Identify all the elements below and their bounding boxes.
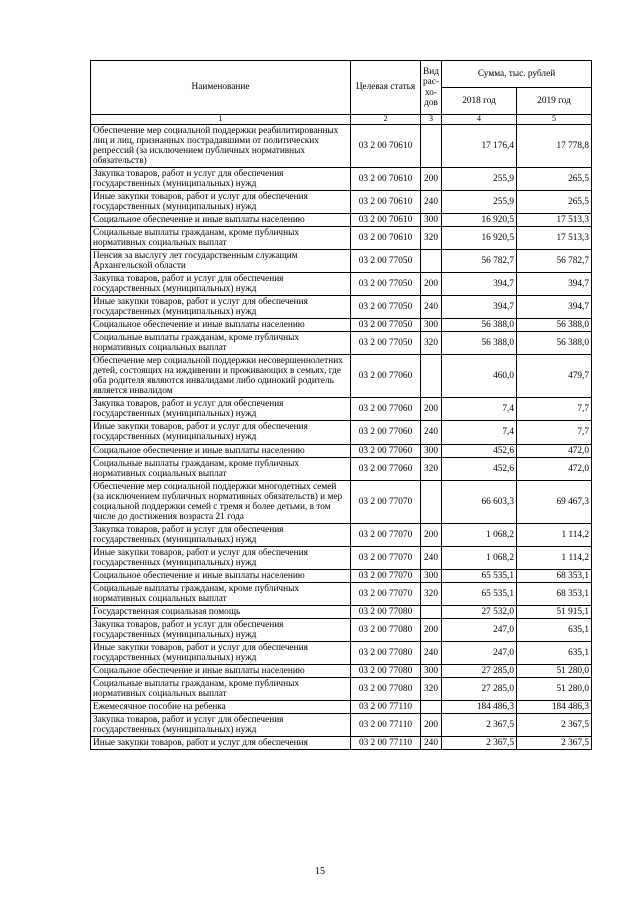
- column-index-row: [91, 115, 592, 125]
- column-index: 2: [351, 115, 421, 125]
- row-code-cell: 03 2 00 77110: [351, 737, 421, 750]
- row-kind-cell: [421, 249, 442, 272]
- budget-table-body: [91, 124, 592, 750]
- table-row: [91, 523, 592, 546]
- table-row: [91, 701, 592, 714]
- row-name-cell: Иные закупки товаров, работ и услуг для обеспечения государственных (муниципальных) нужд: [91, 421, 351, 444]
- row-2018-cell: 394,7: [442, 273, 517, 296]
- row-code-cell: 03 2 00 77050: [351, 332, 421, 355]
- row-name-cell: Закупка товаров, работ и услуг для обеспечения государственных (муниципальных) нужд: [91, 167, 351, 190]
- row-2019-cell: 56 388,0: [517, 319, 592, 332]
- table-row: [91, 273, 592, 296]
- row-2019-cell: 265,5: [517, 190, 592, 213]
- row-name-cell: Иные закупки товаров, работ и услуг для обеспечения государственных (муниципальных) нужд: [91, 546, 351, 569]
- row-2018-cell: 247,0: [442, 642, 517, 665]
- row-2019-cell: 51 915,1: [517, 605, 592, 618]
- row-code-cell: 03 2 00 70610: [351, 226, 421, 249]
- row-code-cell: 03 2 00 77080: [351, 678, 421, 701]
- header-kind: [421, 61, 442, 115]
- row-kind-cell: 200: [421, 398, 442, 421]
- table-row: [91, 190, 592, 213]
- row-2018-cell: 16 920,5: [442, 226, 517, 249]
- header-row-top: [91, 61, 592, 88]
- row-kind-cell: 200: [421, 273, 442, 296]
- row-2019-cell: 1 114,2: [517, 546, 592, 569]
- row-name-cell: Иные закупки товаров, работ и услуг для обеспечения государственных (муниципальных) нужд: [91, 296, 351, 319]
- row-2018-cell: 56 782,7: [442, 249, 517, 272]
- row-2019-cell: 265,5: [517, 167, 592, 190]
- row-2018-cell: 460,0: [442, 355, 517, 398]
- column-index: 4: [442, 115, 517, 125]
- row-2019-cell: 2 367,5: [517, 737, 592, 750]
- row-2018-cell: 255,9: [442, 190, 517, 213]
- header-year-2018: 2018 год: [442, 88, 517, 115]
- row-kind-cell: 240: [421, 642, 442, 665]
- table-row: [91, 569, 592, 582]
- row-2018-cell: 452,6: [442, 457, 517, 480]
- row-code-cell: 03 2 00 77060: [351, 355, 421, 398]
- table-row: [91, 421, 592, 444]
- row-kind-cell: 320: [421, 457, 442, 480]
- row-code-cell: 03 2 00 77050: [351, 319, 421, 332]
- table-row: [91, 444, 592, 457]
- row-kind-cell: 200: [421, 618, 442, 641]
- budget-table: [90, 60, 592, 750]
- row-code-cell: 03 2 00 77060: [351, 421, 421, 444]
- row-code-cell: 03 2 00 77110: [351, 714, 421, 737]
- row-2019-cell: 479,7: [517, 355, 592, 398]
- row-kind-cell: 200: [421, 714, 442, 737]
- row-kind-cell: 300: [421, 665, 442, 678]
- table-row: [91, 355, 592, 398]
- table-row: [91, 642, 592, 665]
- row-kind-cell: 300: [421, 213, 442, 226]
- row-name-cell: Социальное обеспечение и иные выплаты населению: [91, 319, 351, 332]
- row-name-cell: Иные закупки товаров, работ и услуг для обеспечения: [91, 737, 351, 750]
- table-row: [91, 332, 592, 355]
- row-2018-cell: 65 535,1: [442, 569, 517, 582]
- header-year-2019: 2019 год: [517, 88, 592, 115]
- row-2019-cell: 1 114,2: [517, 523, 592, 546]
- row-name-cell: Закупка товаров, работ и услуг для обеспечения государственных (муниципальных) нужд: [91, 714, 351, 737]
- row-2019-cell: 184 486,3: [517, 701, 592, 714]
- row-name-cell: Ежемесячное пособие на ребенка: [91, 701, 351, 714]
- row-code-cell: 03 2 00 77060: [351, 444, 421, 457]
- table-row: [91, 546, 592, 569]
- row-2019-cell: 51 280,0: [517, 678, 592, 701]
- row-2019-cell: 17 513,3: [517, 226, 592, 249]
- row-name-cell: Закупка товаров, работ и услуг для обеспечения государственных (муниципальных) нужд: [91, 273, 351, 296]
- header-target: Целевая статья: [351, 61, 421, 115]
- header-kind-line: дов: [424, 97, 438, 108]
- row-2019-cell: 2 367,5: [517, 714, 592, 737]
- row-name-cell: Обеспечение мер социальной поддержки многодетных семей (за исключением публичных нормативных обязательств) и мер социальной поддержки семей с тремя и более детьми, в том числе до достижения возраста 21 года: [91, 480, 351, 523]
- row-2018-cell: 2 367,5: [442, 714, 517, 737]
- header-name: Наименование: [91, 61, 351, 115]
- row-name-cell: Социальное обеспечение и иные выплаты населению: [91, 213, 351, 226]
- row-2018-cell: 452,6: [442, 444, 517, 457]
- row-code-cell: 03 2 00 77070: [351, 582, 421, 605]
- row-name-cell: Закупка товаров, работ и услуг для обеспечения государственных (муниципальных) нужд: [91, 523, 351, 546]
- header-kind-line: рас-: [423, 77, 439, 88]
- row-2018-cell: 56 388,0: [442, 332, 517, 355]
- row-kind-cell: 240: [421, 737, 442, 750]
- row-kind-cell: [421, 355, 442, 398]
- row-name-cell: Обеспечение мер социальной поддержки реабилитированных лиц и лиц, признанных пострадавшими от политических репрессий (за исключением публичных нормативных обязательств): [91, 124, 351, 167]
- table-row: [91, 457, 592, 480]
- row-2019-cell: 394,7: [517, 296, 592, 319]
- row-2018-cell: 7,4: [442, 421, 517, 444]
- row-2018-cell: 56 388,0: [442, 319, 517, 332]
- table-row: [91, 319, 592, 332]
- row-2019-cell: 68 353,1: [517, 569, 592, 582]
- row-name-cell: Закупка товаров, работ и услуг для обеспечения государственных (муниципальных) нужд: [91, 618, 351, 641]
- row-kind-cell: 240: [421, 190, 442, 213]
- row-2018-cell: 65 535,1: [442, 582, 517, 605]
- row-kind-cell: [421, 701, 442, 714]
- row-code-cell: 03 2 00 77080: [351, 665, 421, 678]
- row-name-cell: Социальные выплаты гражданам, кроме публичных нормативных социальных выплат: [91, 582, 351, 605]
- row-code-cell: 03 2 00 70610: [351, 190, 421, 213]
- row-name-cell: Пенсия за выслугу лет государственным служащим Архангельской области: [91, 249, 351, 272]
- row-code-cell: 03 2 00 77080: [351, 605, 421, 618]
- row-kind-cell: 320: [421, 332, 442, 355]
- row-name-cell: Социальные выплаты гражданам, кроме публичных нормативных социальных выплат: [91, 332, 351, 355]
- row-code-cell: 03 2 00 70610: [351, 213, 421, 226]
- row-kind-cell: 300: [421, 569, 442, 582]
- row-2019-cell: 56 782,7: [517, 249, 592, 272]
- row-kind-cell: 320: [421, 678, 442, 701]
- row-2019-cell: 17 513,3: [517, 213, 592, 226]
- row-2019-cell: 7,7: [517, 421, 592, 444]
- row-2019-cell: 56 388,0: [517, 332, 592, 355]
- row-kind-cell: 240: [421, 296, 442, 319]
- table-row: [91, 678, 592, 701]
- row-name-cell: Иные закупки товаров, работ и услуг для обеспечения государственных (муниципальных) нужд: [91, 190, 351, 213]
- row-2019-cell: 68 353,1: [517, 582, 592, 605]
- row-name-cell: Социальные выплаты гражданам, кроме публичных нормативных социальных выплат: [91, 457, 351, 480]
- row-name-cell: Социальные выплаты гражданам, кроме публичных нормативных социальных выплат: [91, 678, 351, 701]
- table-row: [91, 737, 592, 750]
- row-2018-cell: 17 176,4: [442, 124, 517, 167]
- row-2019-cell: 472,0: [517, 444, 592, 457]
- row-code-cell: 03 2 00 77050: [351, 249, 421, 272]
- row-name-cell: Государственная социальная помощь: [91, 605, 351, 618]
- row-2018-cell: 184 486,3: [442, 701, 517, 714]
- row-kind-cell: 300: [421, 444, 442, 457]
- row-2018-cell: 27 532,0: [442, 605, 517, 618]
- row-kind-cell: [421, 124, 442, 167]
- row-name-cell: Социальное обеспечение и иные выплаты населению: [91, 444, 351, 457]
- table-row: [91, 167, 592, 190]
- row-code-cell: 03 2 00 77050: [351, 296, 421, 319]
- table-row: [91, 226, 592, 249]
- row-2018-cell: 7,4: [442, 398, 517, 421]
- table-row: [91, 480, 592, 523]
- row-2018-cell: 27 285,0: [442, 678, 517, 701]
- row-kind-cell: 320: [421, 226, 442, 249]
- header-sum: Сумма, тыс. рублей: [442, 61, 592, 88]
- table-row: [91, 618, 592, 641]
- row-2019-cell: 472,0: [517, 457, 592, 480]
- row-kind-cell: 240: [421, 546, 442, 569]
- row-code-cell: 03 2 00 77060: [351, 457, 421, 480]
- row-2019-cell: 17 778,8: [517, 124, 592, 167]
- page-number: 15: [315, 866, 325, 877]
- row-kind-cell: 200: [421, 167, 442, 190]
- row-2018-cell: 27 285,0: [442, 665, 517, 678]
- row-name-cell: Закупка товаров, работ и услуг для обеспечения государственных (муниципальных) нужд: [91, 398, 351, 421]
- table-row: [91, 582, 592, 605]
- row-code-cell: 03 2 00 77110: [351, 701, 421, 714]
- row-code-cell: 03 2 00 70610: [351, 124, 421, 167]
- column-index: 3: [421, 115, 442, 125]
- table-row: [91, 296, 592, 319]
- row-code-cell: 03 2 00 70610: [351, 167, 421, 190]
- row-2019-cell: 7,7: [517, 398, 592, 421]
- row-code-cell: 03 2 00 77080: [351, 618, 421, 641]
- row-code-cell: 03 2 00 77070: [351, 569, 421, 582]
- row-kind-cell: 320: [421, 582, 442, 605]
- row-code-cell: 03 2 00 77060: [351, 398, 421, 421]
- row-2019-cell: 51 280,0: [517, 665, 592, 678]
- column-index: 5: [517, 115, 592, 125]
- table-row: [91, 714, 592, 737]
- row-2018-cell: 1 068,2: [442, 546, 517, 569]
- row-code-cell: 03 2 00 77080: [351, 642, 421, 665]
- row-2019-cell: 69 467,3: [517, 480, 592, 523]
- row-code-cell: 03 2 00 77070: [351, 480, 421, 523]
- row-name-cell: Обеспечение мер социальной поддержки несовершеннолетних детей, состоящих на иждивении и проживающих в семьях, где оба родителя являются инвалидами либо одинокий родитель является инвалидом: [91, 355, 351, 398]
- row-code-cell: 03 2 00 77070: [351, 546, 421, 569]
- row-2018-cell: 255,9: [442, 167, 517, 190]
- row-2018-cell: 247,0: [442, 618, 517, 641]
- row-2019-cell: 635,1: [517, 618, 592, 641]
- row-2018-cell: 2 367,5: [442, 737, 517, 750]
- row-code-cell: 03 2 00 77050: [351, 273, 421, 296]
- row-2018-cell: 394,7: [442, 296, 517, 319]
- row-code-cell: 03 2 00 77070: [351, 523, 421, 546]
- header-kind-line: хо-: [424, 87, 438, 98]
- column-index: 1: [91, 115, 351, 125]
- table-row: [91, 249, 592, 272]
- row-2018-cell: 1 068,2: [442, 523, 517, 546]
- table-row: [91, 398, 592, 421]
- row-2019-cell: 394,7: [517, 273, 592, 296]
- row-kind-cell: 200: [421, 523, 442, 546]
- row-name-cell: Иные закупки товаров, работ и услуг для обеспечения государственных (муниципальных) нужд: [91, 642, 351, 665]
- row-kind-cell: [421, 480, 442, 523]
- table-row: [91, 124, 592, 167]
- row-name-cell: Социальное обеспечение и иные выплаты населению: [91, 665, 351, 678]
- row-kind-cell: 300: [421, 319, 442, 332]
- row-2018-cell: 66 603,3: [442, 480, 517, 523]
- table-row: [91, 213, 592, 226]
- table-row: [91, 605, 592, 618]
- table-row: [91, 665, 592, 678]
- row-2019-cell: 635,1: [517, 642, 592, 665]
- row-name-cell: Социальные выплаты гражданам, кроме публичных нормативных социальных выплат: [91, 226, 351, 249]
- row-kind-cell: 240: [421, 421, 442, 444]
- row-2018-cell: 16 920,5: [442, 213, 517, 226]
- row-kind-cell: [421, 605, 442, 618]
- header-kind-line: Вид: [423, 67, 439, 78]
- row-name-cell: Социальное обеспечение и иные выплаты населению: [91, 569, 351, 582]
